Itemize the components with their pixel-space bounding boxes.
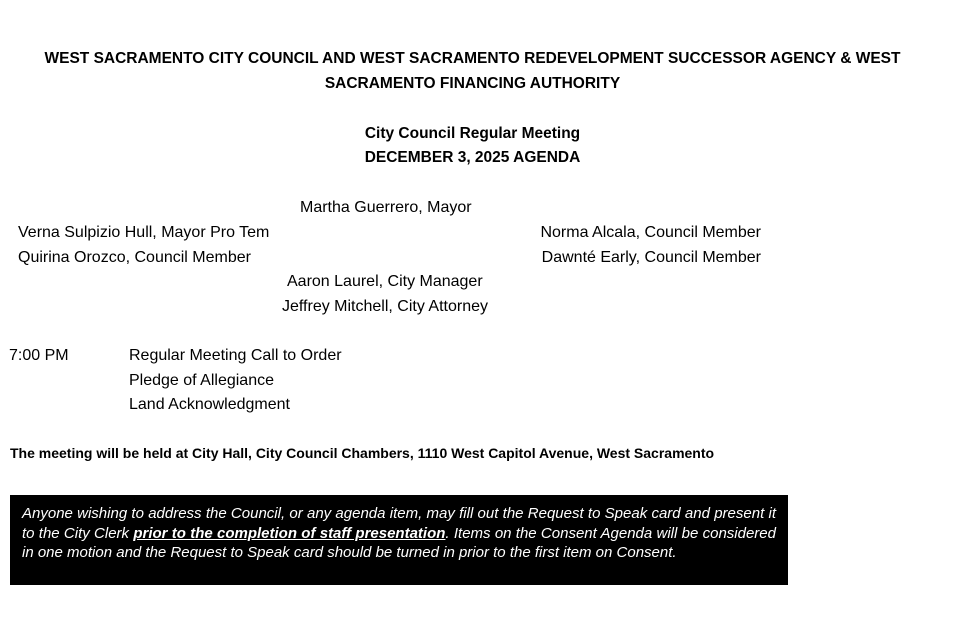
notice-emphasis: prior to the completion of staff presentation	[133, 524, 446, 542]
council-member-orozco: Quirina Orozco, Council Member	[18, 249, 251, 266]
meeting-type: City Council Regular Meeting	[364, 125, 581, 142]
meeting-time: 7:00 PM	[9, 347, 69, 364]
mayor-name: Martha Guerrero, Mayor	[300, 199, 472, 216]
meeting-location: The meeting will be held at City Hall, City Council Chambers, 1110 West Capitol Avenue, West Sacramento	[10, 445, 715, 461]
document-title: WEST SACRAMENTO CITY COUNCIL AND WEST SACRAMENTO REDEVELOPMENT SUCCESSOR AGENCY & WEST SACRAMENTO FINANCING AUTHORITY	[44, 50, 901, 92]
notice-text-after: . Items on the Consent Agenda will be considered in one motion and the Request to Speak card should be turned in prior to the first item on Consent.	[22, 524, 776, 561]
city-attorney-name: Jeffrey Mitchell, City Attorney	[282, 298, 488, 315]
notice-text-before: Anyone wishing to address the Council, or any agenda item, may fill out the Request to Speak card and present it to the City Clerk	[22, 505, 776, 542]
council-member-early: Dawnté Early, Council Member	[541, 249, 761, 266]
city-manager-name: Aaron Laurel, City Manager	[287, 273, 483, 290]
agenda-date: DECEMBER 3, 2025 AGENDA	[364, 149, 581, 166]
public-comment-notice	[10, 495, 788, 585]
mayor-pro-tem-name: Verna Sulpizio Hull, Mayor Pro Tem	[18, 224, 270, 241]
council-member-alcala: Norma Alcala, Council Member	[540, 224, 761, 241]
agenda-item-pledge: Pledge of Allegiance	[129, 372, 274, 389]
agenda-item-land-acknowledgment: Land Acknowledgment	[129, 396, 290, 413]
agenda-item-call-to-order: Regular Meeting Call to Order	[129, 347, 342, 364]
